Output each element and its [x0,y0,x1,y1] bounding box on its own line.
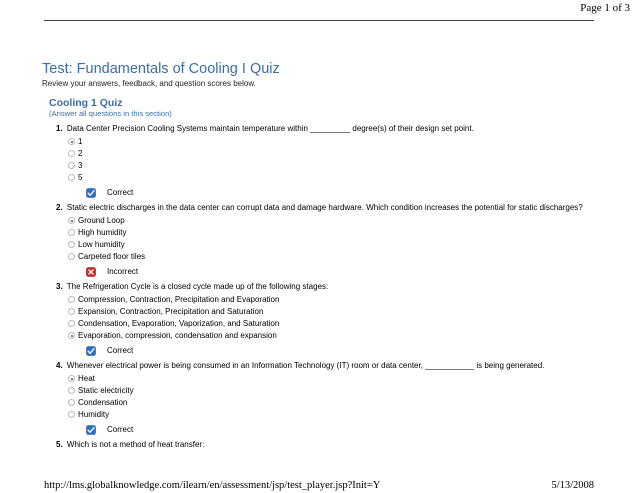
answer-option[interactable] [68,306,263,317]
answer-feedback [86,345,133,356]
answer-option[interactable] [68,330,277,341]
answer-option[interactable] [68,318,279,329]
question-number: 1. [56,124,63,133]
radio-button[interactable] [68,162,75,169]
question-number: 3. [56,282,63,291]
footer-date: 5/13/2008 [551,480,594,491]
question-5 [56,440,204,449]
question-3 [56,282,328,291]
option-label: Heat [78,374,95,383]
answer-option[interactable] [68,385,134,396]
question-2 [56,203,583,212]
question-4 [56,361,544,370]
page-title: Test: Fundamentals of Cooling I Quiz [42,61,280,77]
section-note: (Answer all questions in this section) [49,109,172,118]
radio-button[interactable] [68,387,75,394]
answer-option[interactable] [68,239,125,250]
option-label: Ground Loop [78,216,125,225]
radio-button[interactable] [68,308,75,315]
radio-button[interactable] [68,150,75,157]
option-label: 5 [78,173,83,182]
page-subtitle: Review your answers, feedback, and question scores below. [42,79,256,88]
answer-option[interactable] [68,136,82,147]
option-label: 2 [78,149,83,158]
radio-button[interactable] [68,138,75,145]
page-number: Page 1 of 3 [580,2,630,14]
question-1 [56,124,474,133]
x-icon [86,267,96,277]
radio-button[interactable] [68,296,75,303]
option-label: Expansion, Contraction, Precipitation and Saturation [78,307,264,316]
radio-button[interactable] [68,375,75,382]
question-text: Data Center Precision Cooling Systems maintain temperature within _________ degree(s) of their design set point. [66,124,474,133]
question-number: 2. [56,203,63,212]
option-label: Condensation, Evaporation, Vaporization, and Saturation [78,319,280,328]
radio-button[interactable] [68,241,75,248]
answer-option[interactable] [68,148,82,159]
answer-option[interactable] [68,160,82,171]
option-label: Compression, Contraction, Precipitation and Evaporation [78,295,280,304]
option-label: Evaporation, compression, condensation and expansion [78,331,277,340]
feedback-label: Correct [107,425,134,434]
answer-option[interactable] [68,397,127,408]
question-number: 5. [56,440,63,449]
answer-feedback [86,187,133,198]
answer-option[interactable] [68,227,126,238]
answer-option[interactable] [68,215,125,226]
option-label: Low humidity [78,240,125,249]
option-label: 1 [78,137,83,146]
answer-option[interactable] [68,172,82,183]
feedback-label: Correct [107,188,134,197]
radio-button[interactable] [68,253,75,260]
answer-option[interactable] [68,409,109,420]
question-text: The Refrigeration Cycle is a closed cycle made up of the following stages: [66,282,329,291]
check-icon [86,425,96,435]
question-text: Whenever electrical power is being consumed in an Information Technology (IT) room or data center, ___________ is being generated. [66,361,545,370]
footer-url: http://lms.globalknowledge.com/ilearn/en/assessment/jsp/test_player.jsp?Init=Y [44,480,381,491]
radio-button[interactable] [68,411,75,418]
section-title: Cooling 1 Quiz [49,97,123,109]
radio-button[interactable] [68,399,75,406]
radio-button[interactable] [68,217,75,224]
check-icon [86,188,96,198]
answer-feedback [86,424,133,435]
answer-option[interactable] [68,294,279,305]
answer-option[interactable] [68,251,145,262]
feedback-label: Correct [107,346,134,355]
radio-button[interactable] [68,174,75,181]
feedback-label: Incorrect [107,267,139,276]
option-label: 3 [78,161,83,170]
question-number: 4. [56,361,63,370]
option-label: High humidity [78,228,127,237]
radio-button[interactable] [68,332,75,339]
check-icon [86,346,96,356]
option-label: Carpeted floor tiles [78,252,146,261]
question-text: Static electric discharges in the data center can corrupt data and damage hardware. Which condition increases the potential for static discharges? [66,203,583,212]
question-text: Which is not a method of heat transfer: [66,440,205,449]
answer-option[interactable] [68,373,95,384]
radio-button[interactable] [68,229,75,236]
option-label: Humidity [78,410,110,419]
radio-button[interactable] [68,320,75,327]
option-label: Condensation [78,398,128,407]
option-label: Static electricity [78,386,134,395]
header-divider [44,20,594,21]
answer-feedback [86,266,138,277]
